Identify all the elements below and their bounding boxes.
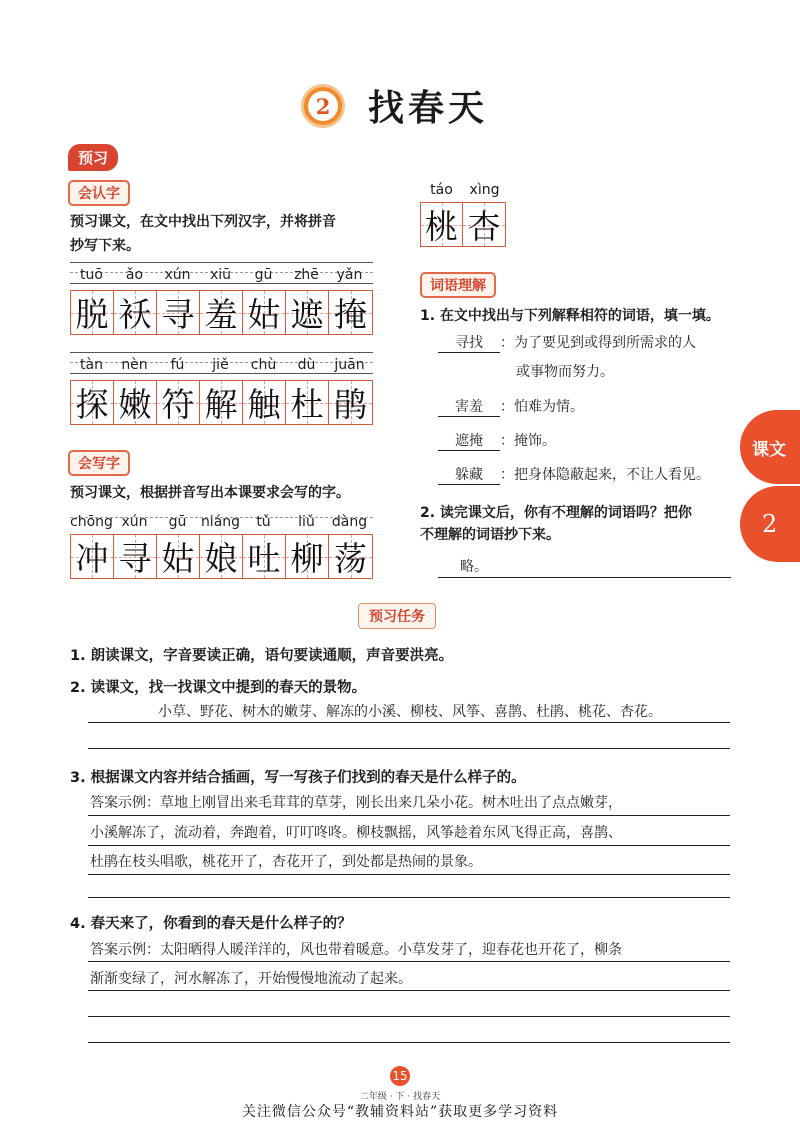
- write-grid: [70, 508, 373, 579]
- pinyin: yǎn: [336, 267, 363, 283]
- extra-char-grid: [420, 176, 506, 247]
- footer-note: 关注微信公众号“教辅资料站”获取更多学习资料: [241, 1104, 559, 1120]
- task-q3-answer-line2: 小溪解冻了，流动着，奔跑着，叮叮咚咚。柳枝飘摇，风筝趁着东风飞得正高，喜鹊、: [90, 825, 622, 841]
- pinyin: tuō: [80, 267, 103, 283]
- pinyin-row: [420, 176, 506, 198]
- char: 脱: [75, 295, 109, 334]
- char-cell: [200, 381, 243, 424]
- char-cell: [286, 535, 329, 578]
- page-number: 15: [390, 1066, 410, 1086]
- pinyin: ǎo: [125, 267, 144, 283]
- preview-badge: 预习: [68, 144, 118, 171]
- char-row: [70, 290, 373, 335]
- char: 探: [75, 385, 109, 424]
- write-instruction: 预习课文，根据拼音写出本课要求会写的字。: [70, 485, 350, 501]
- pinyin: xún: [121, 514, 148, 530]
- char-cell: [157, 291, 200, 334]
- vocab-def: ：怕难为情。: [500, 399, 584, 415]
- vocab-item: [438, 464, 738, 485]
- char-cell: [157, 535, 200, 578]
- answer-line: [88, 815, 730, 816]
- char-row: [70, 534, 373, 579]
- char-cell: [286, 381, 329, 424]
- answer-line: [88, 961, 730, 962]
- answer-line: [88, 1042, 730, 1043]
- pinyin: chōng: [70, 514, 113, 530]
- char: 杜: [290, 385, 324, 424]
- vocab-word: 寻找: [438, 332, 500, 353]
- char-cell: [243, 535, 286, 578]
- pinyin: fú: [170, 357, 185, 373]
- char: 掩: [334, 295, 367, 334]
- answer-line: [88, 722, 730, 723]
- char: 冲: [75, 539, 109, 578]
- pinyin-row: [70, 262, 373, 284]
- vocab-def: ：为了要见到或得到所需求的人: [500, 335, 696, 351]
- side-tab-label: 课文: [752, 439, 786, 460]
- char-cell: [286, 291, 329, 334]
- char: 羞: [204, 295, 238, 334]
- side-tab-lesson[interactable]: [740, 410, 800, 484]
- pinyin: gū: [168, 514, 187, 530]
- vocab-item: [438, 332, 738, 381]
- char: 寻: [161, 295, 195, 334]
- vocab-item-row: [438, 332, 738, 353]
- pinyin: xìng: [469, 182, 500, 198]
- char-cell: [421, 203, 463, 246]
- vocab-word: 遮掩: [438, 430, 500, 451]
- char: 杏: [467, 207, 501, 246]
- task-q4: 4. 春天来了，你看到的春天是什么样子的？: [70, 916, 352, 932]
- char: 触: [247, 385, 281, 424]
- char-cell: [71, 291, 114, 334]
- char-row: [420, 202, 506, 247]
- pinyin: dàng: [331, 514, 368, 530]
- vocab-def: ：把身体隐蔽起来，不让人看见。: [500, 467, 710, 483]
- recognize-instruction-line2: 抄写下来。: [70, 238, 140, 254]
- vocab-q2: [420, 502, 740, 546]
- side-tab-number[interactable]: [740, 486, 800, 562]
- char-cell: [114, 535, 157, 578]
- char-cell: [243, 291, 286, 334]
- char: 嫩: [118, 385, 152, 424]
- task-q4-answer-line2: 渐渐变绿了，河水解冻了，开始慢慢地流动了起来。: [90, 971, 412, 987]
- vocab-word: 躲藏: [438, 464, 500, 485]
- char: 鹃: [334, 385, 367, 424]
- pinyin: zhē: [294, 267, 319, 283]
- char-cell: [329, 291, 372, 334]
- task-q2-answer: 小草、野花、树木的嫩芽、解冻的小溪、柳枝、风筝、喜鹊、杜鹃、桃花、杏花。: [158, 704, 662, 720]
- recognize-grid-2: [70, 352, 373, 425]
- vocab-q2-answer: 略。: [438, 556, 731, 578]
- pinyin: dù: [297, 357, 316, 373]
- char: 荡: [334, 539, 367, 578]
- char: 吐: [247, 539, 281, 578]
- answer-line: [88, 748, 730, 749]
- pinyin: táo: [430, 182, 453, 198]
- char-cell: [157, 381, 200, 424]
- char-cell: [329, 535, 372, 578]
- char: 解: [204, 385, 238, 424]
- char-row: [70, 380, 373, 425]
- char-cell: [71, 381, 114, 424]
- page-title: 找春天: [368, 87, 489, 129]
- pinyin: juān: [334, 357, 365, 373]
- answer-line: [88, 990, 730, 991]
- char-cell: [243, 381, 286, 424]
- recognize-tag: 会认字: [68, 180, 130, 206]
- char-cell: [200, 291, 243, 334]
- pinyin: tǔ: [256, 514, 271, 530]
- task-q3-answer-line3: 杜鹃在枝头唱歌，桃花开了，杏花开了，到处都是热闹的景象。: [90, 854, 482, 870]
- char-cell: [200, 535, 243, 578]
- side-tab-number-label: 2: [762, 510, 778, 538]
- pinyin: gū: [254, 267, 273, 283]
- char-cell: [114, 291, 157, 334]
- vocab-word: 害羞: [438, 396, 500, 417]
- char: 袄: [118, 295, 152, 334]
- pinyin: jiě: [212, 357, 229, 373]
- char: 桃: [425, 207, 458, 246]
- answer-line: [88, 1016, 730, 1017]
- task-q3-answer-line1: 答案示例：草地上刚冒出来毛茸茸的草芽，刚长出来几朵小花。树木吐出了点点嫩芽，: [90, 795, 622, 811]
- pinyin-row: [70, 508, 373, 530]
- task-q3: 3. 根据课文内容并结合插画，写一写孩子们找到的春天是什么样子的。: [70, 770, 526, 786]
- vocab-q2-line1: 2. 读完课文后，你有不理解的词语吗？把你: [420, 505, 692, 521]
- pinyin-row: [70, 352, 373, 374]
- pinyin: tàn: [80, 357, 103, 373]
- vocab-q2-line2: 不理解的词语抄下来。: [420, 527, 560, 543]
- answer-line: [88, 874, 730, 875]
- task-q4-answer-line1: 答案示例：太阳晒得人暖洋洋的，风也带着暖意。小草发芽了，迎春花也开花了，柳条: [90, 942, 622, 958]
- char: 姑: [247, 295, 281, 334]
- char-cell: [114, 381, 157, 424]
- vocab-def-cont: 或事物而努力。: [516, 364, 614, 380]
- write-tag: 会写字: [68, 450, 130, 476]
- task-q1: 1. 朗读课文，字音要读正确，语句要读通顺，声音要洪亮。: [70, 648, 454, 664]
- recognize-instruction: [70, 210, 390, 258]
- char-cell: [71, 535, 114, 578]
- pinyin: niáng: [200, 514, 241, 530]
- char: 符: [161, 385, 195, 424]
- lesson-number: 2: [308, 91, 338, 121]
- recognize-instruction-line1: 预习课文，在文中找出下列汉字，并将拼音: [70, 214, 336, 230]
- pinyin: liǔ: [298, 514, 315, 530]
- lesson-number-badge: [301, 84, 345, 128]
- char: 遮: [290, 295, 324, 334]
- answer-line: [88, 897, 730, 898]
- pinyin: chù: [250, 357, 277, 373]
- vocab-item: [438, 396, 738, 417]
- char: 寻: [118, 539, 152, 578]
- vocab-tag: 词语理解: [420, 272, 496, 298]
- footer-course: 二年级 · 下 · 找春天: [359, 1092, 441, 1102]
- vocab-item: [438, 430, 738, 451]
- char-cell: [329, 381, 372, 424]
- char: 娘: [204, 539, 238, 578]
- task-q2: 2. 读课文，找一找课文中提到的春天的景物。: [70, 680, 367, 696]
- char: 柳: [290, 539, 324, 578]
- pinyin: xiū: [209, 267, 232, 283]
- char: 姑: [161, 539, 195, 578]
- vocab-def: ：掩饰。: [500, 433, 556, 449]
- answer-line: [88, 845, 730, 846]
- tasks-title: 预习任务: [358, 603, 436, 629]
- recognize-grid-1: [70, 262, 373, 335]
- pinyin: xún: [164, 267, 191, 283]
- char-cell: [463, 203, 505, 246]
- vocab-q1: 1. 在文中找出与下列解释相符的词语，填一填。: [420, 308, 720, 324]
- pinyin: nèn: [121, 357, 148, 373]
